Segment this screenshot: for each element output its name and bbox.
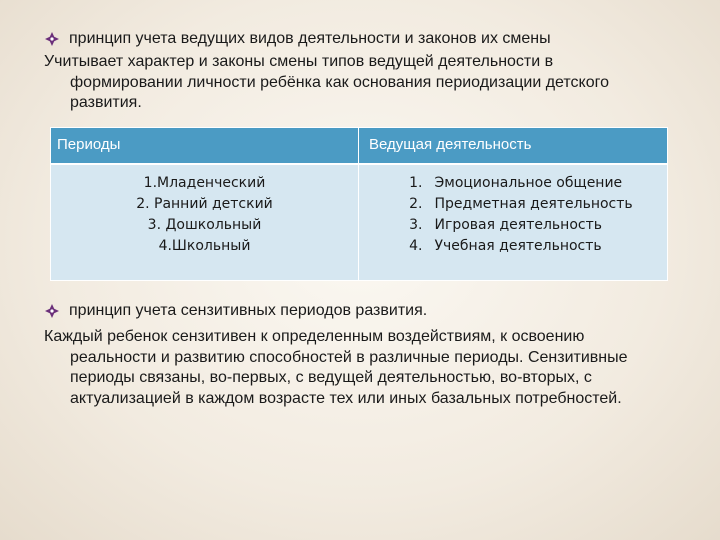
period-item: 4.Школьный	[158, 238, 251, 254]
diamond-bullet-icon	[44, 303, 60, 319]
activity-text: Предметная деятельность	[434, 196, 633, 212]
header-leading-activity: Ведущая деятельность	[369, 136, 532, 153]
activity-text: Учебная деятельность	[434, 238, 602, 254]
principle-1-title: принцип учета ведущих видов деятельности и законов их смены	[69, 30, 551, 47]
header-periods: Периоды	[57, 136, 121, 153]
periods-cell	[51, 173, 358, 257]
principle-2-paragraph	[44, 327, 684, 409]
period-item: 2. Ранний детский	[136, 196, 273, 212]
activities-cell	[359, 173, 667, 257]
principle-2-para-first: Каждый ребенок сензитивен к определенным воздействиям, к освоению	[44, 328, 585, 345]
activity-item	[359, 215, 667, 236]
period-item: 1.Младенческий	[143, 175, 266, 191]
activity-number: 2.	[409, 196, 423, 212]
activity-text: Эмоциональное общение	[434, 175, 623, 191]
principle-1-line	[44, 28, 551, 49]
column-divider	[358, 128, 359, 280]
principle-1-para-first: Учитывает характер и законы смены типов ведущей деятельности в	[44, 53, 554, 70]
period-item: 3. Дошкольный	[147, 217, 262, 233]
activity-item	[359, 173, 667, 194]
activity-text: Игровая деятельность	[434, 217, 602, 233]
principle-1-para-rest: формировании личности ребёнка как основания периодизации детского развития.	[70, 73, 610, 111]
activity-item	[359, 236, 667, 257]
diamond-bullet-icon	[44, 31, 60, 47]
principle-2-title: принцип учета сензитивных периодов развития.	[69, 302, 428, 319]
activity-number: 4.	[409, 238, 423, 254]
periods-table	[50, 127, 668, 281]
principle-2-line	[44, 300, 427, 321]
table-body	[51, 165, 667, 280]
activity-item	[359, 194, 667, 215]
activity-number: 1.	[409, 175, 423, 191]
principle-2-para-rest: реальности и развитию способностей в различные периоды. Сензитивные периоды связаны, во-первых, с ведущей деятельностью, во-вторых, с актуализацией в каждом возрасте тех или иных базальных потребностей.	[70, 348, 628, 407]
principle-1-paragraph	[44, 52, 684, 114]
activity-number: 3.	[409, 217, 423, 233]
table-header	[51, 128, 667, 165]
